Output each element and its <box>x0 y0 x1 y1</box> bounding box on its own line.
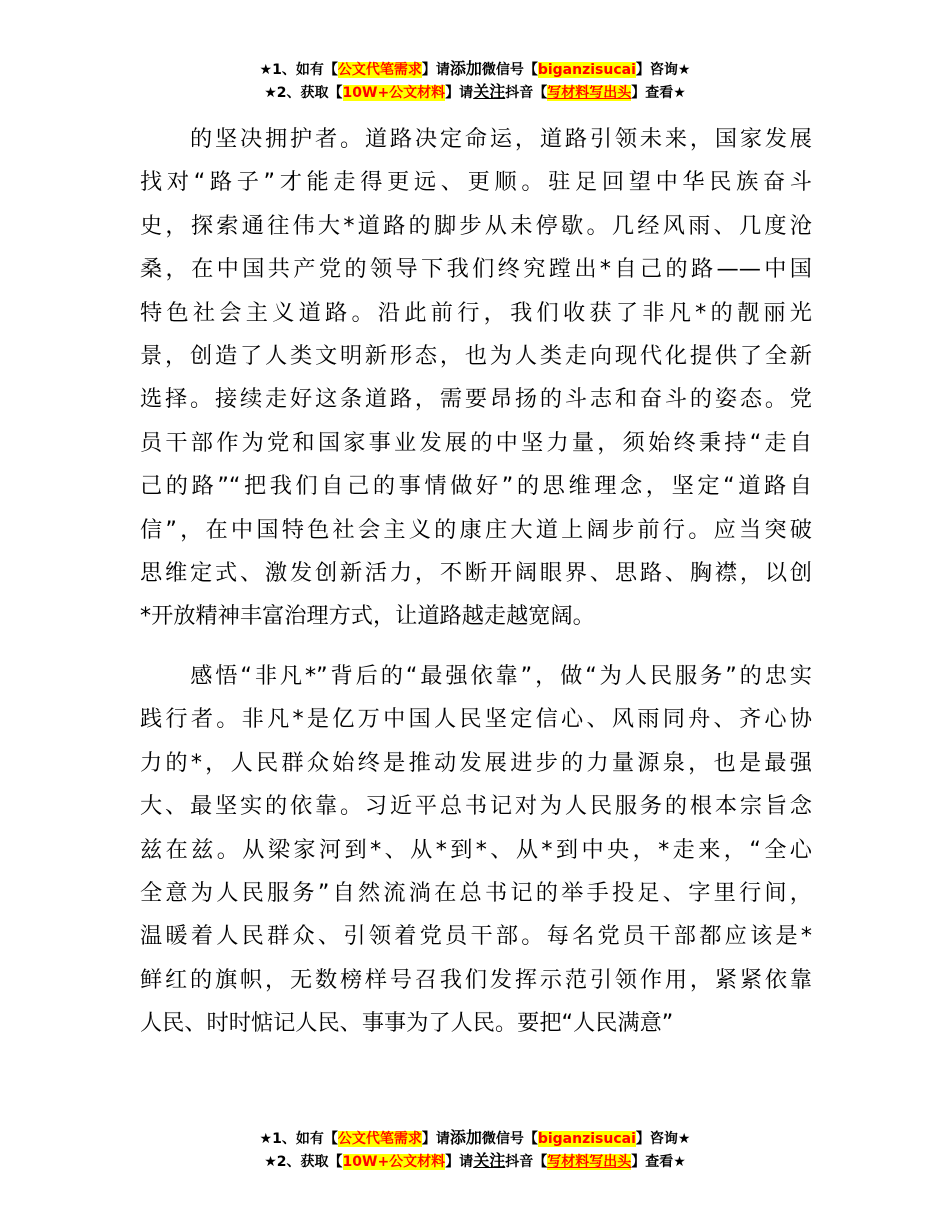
text-line: 员干部作为党和国家事业发展的中坚力量，须始终秉持“走自 <box>140 429 812 456</box>
text-line: 选择。接续走好这条道路，需要昂扬的斗志和奋斗的姿态。党 <box>140 386 812 413</box>
banner-text: ★2、获取【 <box>264 1154 343 1170</box>
banner-highlight: 公文代笔需求 <box>337 62 422 78</box>
banner-wechat-id: biganzisucai <box>537 1131 636 1147</box>
banner-text: 微信号【 <box>481 1131 538 1147</box>
text-line: 信”，在中国特色社会主义的康庄大道上阔步前行。应当突破 <box>140 516 812 543</box>
text-line: 温暖着人民群众、引领着党员干部。每名党员干部都应该是* <box>140 923 812 950</box>
text-line: 全意为人民服务”自然流淌在总书记的举手投足、字里行间， <box>140 879 812 906</box>
text-line: 力的*，人民群众始终是推动发展进步的力量源泉，也是最强 <box>140 749 812 776</box>
banner-text: 】请 <box>421 62 450 78</box>
text-line: 兹在兹。从梁家河到*、从*到*、从*到中央，*走来，“全心 <box>140 836 812 863</box>
footer-banner <box>0 1127 950 1173</box>
banner-text: 抖音【 <box>505 85 548 101</box>
text-line: 史，探索通往伟大*道路的脚步从未停歇。几经风雨、几度沧 <box>140 212 812 239</box>
banner-emphasis: 添加 <box>449 59 482 78</box>
banner-text: 】咨询★ <box>635 1131 691 1147</box>
banner-text: 微信号【 <box>481 62 538 78</box>
text-line: 大、最坚实的依靠。习近平总书记对为人民服务的根本宗旨念 <box>140 793 812 820</box>
banner-emphasis: 关注 <box>473 82 506 101</box>
banner-text: 】咨询★ <box>635 62 691 78</box>
banner-text: ★1、如有【 <box>259 62 338 78</box>
banner-text: 】请 <box>445 85 474 101</box>
text-line: 桑，在中国共产党的领导下我们终究蹚出*自己的路——中国 <box>140 256 812 283</box>
text-line: *开放精神丰富治理方式，让道路越走越宽阔。 <box>140 603 595 630</box>
text-line: 景，创造了人类文明新形态，也为人类走向现代化提供了全新 <box>140 343 812 370</box>
text-line: 感悟“非凡*”背后的“最强依靠”，做“为人民服务”的忠实 <box>140 662 812 689</box>
text-line: 己的路”“把我们自己的事情做好”的思维理念，坚定“道路自 <box>140 473 812 500</box>
banner-text: 】查看★ <box>631 1154 686 1170</box>
banner-douyin-id: 写材料写出头 <box>547 1154 632 1170</box>
banner-highlight: 10W+公文材料 <box>342 85 446 101</box>
banner-text: ★1、如有【 <box>259 1131 338 1147</box>
text-line: 人民、时时惦记人民、事事为了人民。要把“人民满意” <box>140 1010 674 1037</box>
document-body <box>140 118 812 1046</box>
banner-text: 抖音【 <box>505 1154 548 1170</box>
header-banner <box>0 58 950 104</box>
banner-text: 】请 <box>421 1131 450 1147</box>
text-line: 特色社会主义道路。沿此前行，我们收获了非凡*的靓丽光 <box>140 299 812 326</box>
banner-text: ★2、获取【 <box>264 85 343 101</box>
text-line: 找对“路子”才能走得更远、更顺。驻足回望中华民族奋斗 <box>140 169 812 196</box>
banner-douyin-id: 写材料写出头 <box>547 85 632 101</box>
banner-highlight: 公文代笔需求 <box>337 1131 422 1147</box>
banner-line-1 <box>0 58 950 81</box>
banner-emphasis: 添加 <box>449 1128 482 1147</box>
text-line: 鲜红的旗帜，无数榜样号召我们发挥示范引领作用，紧紧依靠 <box>140 966 812 993</box>
text-line: 践行者。非凡*是亿万中国人民坚定信心、风雨同舟、齐心协 <box>140 706 812 733</box>
text-line: 的坚决拥护者。道路决定命运，道路引领未来，国家发展 <box>140 126 812 152</box>
banner-emphasis: 关注 <box>473 1151 506 1170</box>
banner-highlight: 10W+公文材料 <box>342 1154 446 1170</box>
banner-line-1 <box>0 1127 950 1150</box>
banner-text: 】查看★ <box>631 85 686 101</box>
banner-line-2 <box>0 81 950 104</box>
text-line: 思维定式、激发创新活力，不断开阔眼界、思路、胸襟，以创 <box>140 560 812 587</box>
paragraph-2 <box>140 655 812 1046</box>
banner-line-2 <box>0 1150 950 1173</box>
banner-wechat-id: biganzisucai <box>537 62 636 78</box>
banner-text: 】请 <box>445 1154 474 1170</box>
paragraph-1 <box>140 118 812 639</box>
